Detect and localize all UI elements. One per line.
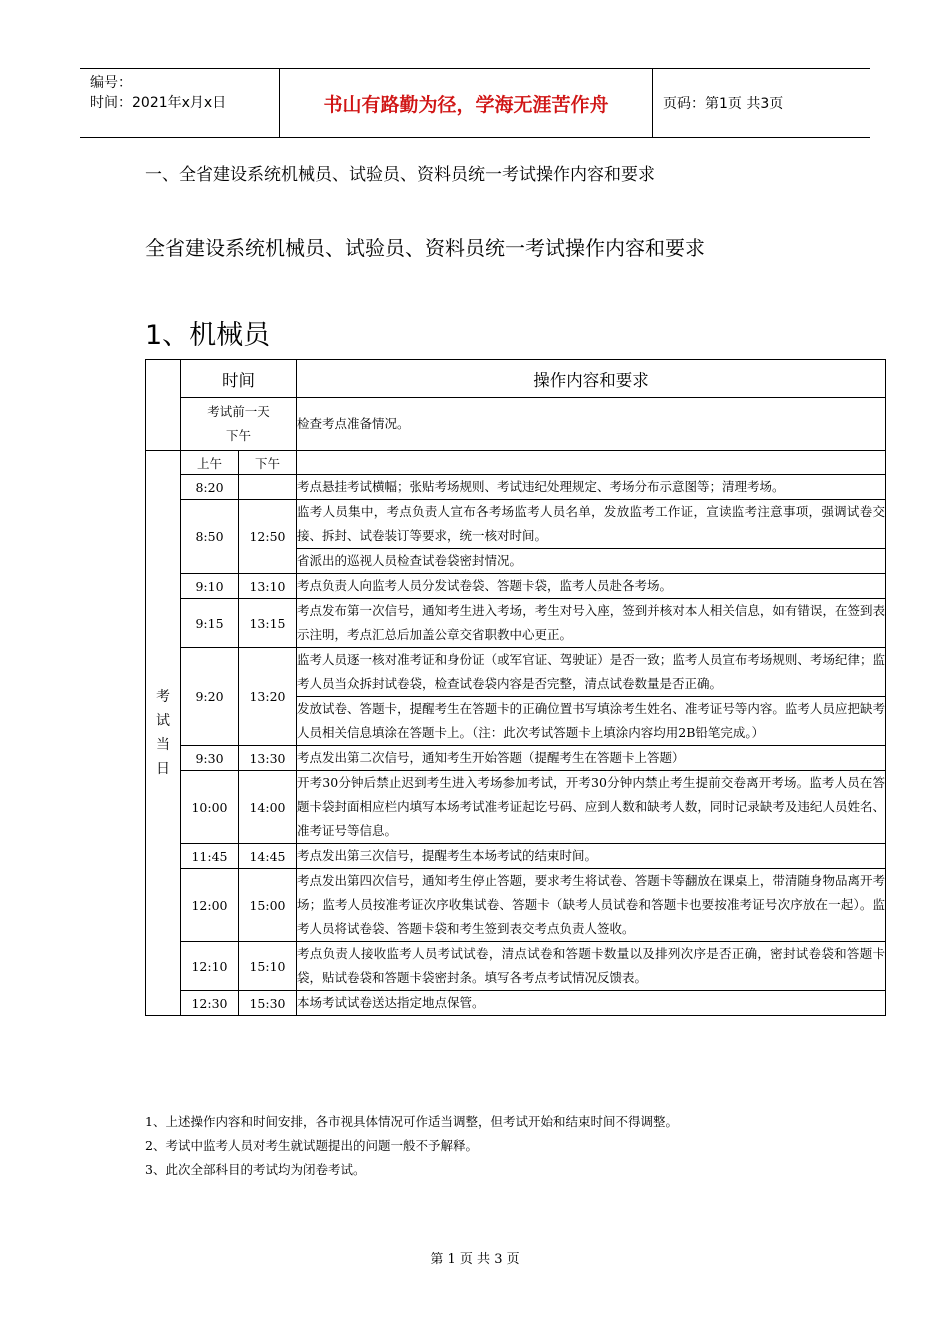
row-content: 本场考试试卷送达指定地点保管。 [297, 991, 886, 1016]
pm-time: 13:10 [239, 574, 297, 599]
am-time: 11:45 [181, 844, 239, 869]
doc-line-2: 全省建设系统机械员、试验员、资料员统一考试操作内容和要求 [145, 236, 705, 260]
pm-time: 12:50 [239, 500, 297, 574]
col-time-header: 时间 [181, 360, 297, 398]
blank-cell [297, 451, 886, 475]
table-row [146, 746, 886, 771]
row-content: 监考人员集中，考点负责人宣布各考场监考人员名单，发放监考工作证，宣读监考注意事项，强调试卷交接、拆封、试卷装订等要求，统一核对时间。 [297, 500, 886, 549]
am-time: 12:10 [181, 942, 239, 991]
pm-time [239, 475, 297, 500]
table-row [146, 500, 886, 549]
am-time: 9:30 [181, 746, 239, 771]
exam-day-char: 试 [156, 713, 170, 729]
pre-day-content: 检查考点准备情况。 [297, 398, 886, 451]
am-time: 12:30 [181, 991, 239, 1016]
row-content: 发放试卷、答题卡，提醒考生在答题卡的正确位置书写填涂考生姓名、准考证号等内容。监考人员应把缺考人员相关信息填涂在答题卡上。（注：此次考试答题卡上填涂内容均用2B铅笔完成。） [297, 697, 886, 746]
note-item: 2、考试中监考人员对考生就试题提出的问题一般不予解释。 [145, 1138, 478, 1153]
pre-day-label: 考试前一天 下午 [207, 404, 270, 443]
table-row [146, 599, 886, 648]
pm-time: 15:10 [239, 942, 297, 991]
table-row [146, 475, 886, 500]
pm-time: 15:00 [239, 869, 297, 942]
col-content-header: 操作内容和要求 [297, 360, 886, 398]
table-row [146, 648, 886, 697]
header-motto: 书山有路勤为径，学海无涯苦作舟 [280, 69, 653, 137]
am-time: 9:10 [181, 574, 239, 599]
notes [145, 1110, 678, 1182]
pre-day-cell [181, 398, 297, 451]
exam-day-char: 日 [156, 761, 170, 777]
row-content: 考点负责人接收监考人员考试试卷，清点试卷和答题卡数量以及排列次序是否正确，密封试卷袋和答题卡袋，贴试卷袋和答题卡袋密封条。填写各考点考试情况反馈表。 [297, 942, 886, 991]
row-content: 考点发出第二次信号，通知考生开始答题（提醒考生在答题卡上答题） [297, 746, 886, 771]
row-content: 监考人员逐一核对准考证和身份证（或军官证、驾驶证）是否一致；监考人员宣布考场规则、考场纪律；监考人员当众拆封试卷袋，检查试卷袋内容是否完整，清点试卷数量是否正确。 [297, 648, 886, 697]
schedule-table [145, 359, 886, 1016]
row-content: 考点负责人向监考人员分发试卷袋、答题卡袋，监考人员赴各考场。 [297, 574, 886, 599]
blank-cell [146, 360, 181, 451]
table-row [146, 574, 886, 599]
pm-time: 13:30 [239, 746, 297, 771]
pm-header: 下午 [239, 451, 297, 475]
row-content: 考点发出第三次信号，提醒考生本场考试的结束时间。 [297, 844, 886, 869]
pm-time: 15:30 [239, 991, 297, 1016]
header-meta [80, 69, 280, 137]
table-row [146, 844, 886, 869]
table-row [146, 771, 886, 844]
exam-day-char: 当 [156, 737, 170, 753]
section-title: 1、机械员 [145, 320, 271, 351]
table-row [146, 942, 886, 991]
exam-day-char: 考 [156, 689, 170, 705]
am-time: 8:50 [181, 500, 239, 574]
note-item: 1、上述操作内容和时间安排，各市视具体情况可作适当调整，但考试开始和结束时间不得调整。 [145, 1114, 678, 1129]
pm-time: 14:00 [239, 771, 297, 844]
am-header: 上午 [181, 451, 239, 475]
doc-line-1: 一、全省建设系统机械员、试验员、资料员统一考试操作内容和要求 [145, 165, 655, 185]
row-content: 考点发出第四次信号，通知考生停止答题，要求考生将试卷、答题卡等翻放在课桌上，带清随身物品离开考场；监考人员按准考证次序收集试卷、答题卡（缺考人员试卷和答题卡也要按准考证号次序放在一起）。监考人员将试卷袋、答题卡袋和考生签到表交考点负责人签收。 [297, 869, 886, 942]
row-content: 考点悬挂考试横幅；张贴考场规则、考试违纪处理规定、考场分布示意图等；清理考场。 [297, 475, 886, 500]
page-header [80, 68, 870, 138]
table-row [146, 991, 886, 1016]
time-label: 时间：2021年x月x日 [90, 95, 227, 111]
am-time: 10:00 [181, 771, 239, 844]
pm-time: 13:20 [239, 648, 297, 746]
table-row [146, 869, 886, 942]
pm-time: 14:45 [239, 844, 297, 869]
am-time: 12:00 [181, 869, 239, 942]
row-content: 考点发布第一次信号，通知考生进入考场，考生对号入座，签到并核对本人相关信息，如有错误，在签到表示注明，考点汇总后加盖公章交省职教中心更正。 [297, 599, 886, 648]
note-item: 3、此次全部科目的考试均为闭卷考试。 [145, 1162, 366, 1177]
am-time: 8:20 [181, 475, 239, 500]
page-footer: 第 1 页 共 3 页 [430, 1252, 520, 1267]
header-page-info: 页码：第1页 共3页 [663, 96, 784, 112]
row-content: 省派出的巡视人员检查试卷袋密封情况。 [297, 549, 886, 574]
row-content: 开考30分钟后禁止迟到考生进入考场参加考试，开考30分钟内禁止考生提前交卷离开考场。监考人员在答题卡袋封面相应栏内填写本场考试准考证起讫号码、应到人数和缺考人数，同时记录缺考及违纪人员姓名、准考证号等信息。 [297, 771, 886, 844]
am-time: 9:15 [181, 599, 239, 648]
exam-day-label [146, 451, 181, 1016]
number-label: 编号： [90, 75, 132, 91]
pm-time: 13:15 [239, 599, 297, 648]
am-time: 9:20 [181, 648, 239, 746]
